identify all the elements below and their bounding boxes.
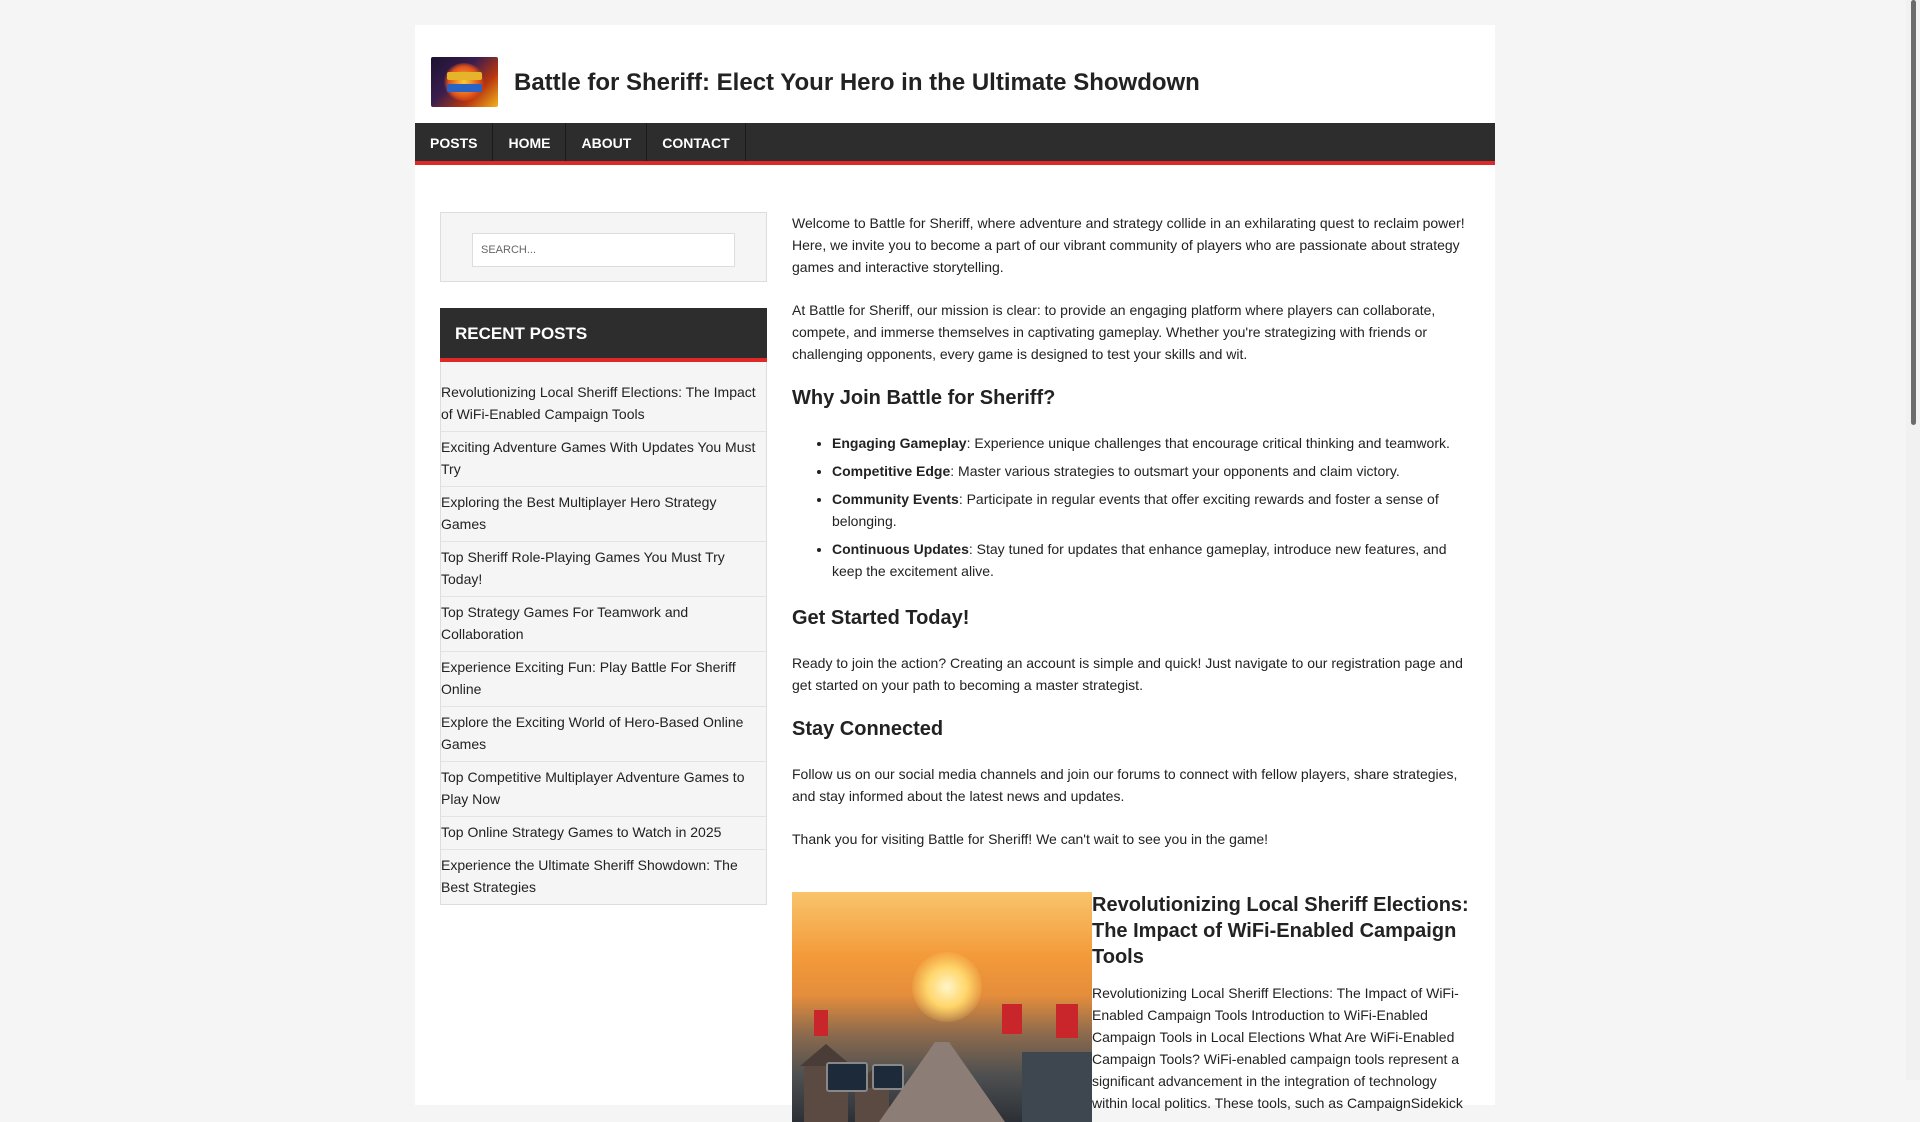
intro-paragraph: Welcome to Battle for Sheriff, where adventure and strategy collide in an exhilarating quest to reclaim power! Here, we invite you to become a part of our vibrant community of players who are passionate about strategy games and interactive storytelling. (792, 215, 1465, 275)
logo-emblem (443, 63, 485, 101)
nav-item-posts[interactable]: POSTS (415, 123, 493, 161)
recent-post-link[interactable]: Exciting Adventure Games With Updates You Must Try (441, 432, 766, 487)
featured-post-excerpt: Revolutionizing Local Sheriff Elections: The Impact of WiFi-Enabled Campaign Tools Introduction to WiFi-Enabled Campaign Tools in Local Elections What Are WiFi-Enabled Campaign Tools? WiFi-enabled campaign tools represent a significant advancement in the integration of technology within local politics. These tools, such as CampaignSidekick (1092, 985, 1463, 1111)
recent-post-link[interactable]: Exploring the Best Multiplayer Hero Strategy Games (441, 487, 766, 542)
sunset-sun (912, 952, 982, 1022)
nav-item-about[interactable]: ABOUT (566, 123, 647, 161)
feature-item (832, 432, 1472, 454)
thanks-paragraph: Thank you for visiting Battle for Sheriff! We can't wait to see you in the game! (792, 831, 1269, 847)
main-navigation (415, 123, 1495, 165)
search-input[interactable] (472, 233, 735, 267)
search-widget (440, 212, 767, 282)
why-join-heading: Why Join Battle for Sheriff? (792, 387, 1056, 409)
tablet-device (826, 1062, 868, 1092)
recent-post-link[interactable]: Top Competitive Multiplayer Adventure Games to Play Now (441, 762, 766, 817)
featured-post-title[interactable]: Revolutionizing Local Sheriff Elections: The Impact of WiFi-Enabled Campaign Tools (1092, 894, 1469, 968)
recent-post-link[interactable]: Experience Exciting Fun: Play Battle For Sheriff Online (441, 652, 766, 707)
get-started-paragraph: Ready to join the action? Creating an account is simple and quick! Just navigate to our registration page and get started on your path to becoming a master strategist. (792, 655, 1463, 693)
main-content (792, 212, 1472, 871)
recent-post-link[interactable]: Top Sheriff Role-Playing Games You Must Try Today! (441, 542, 766, 597)
site-header (415, 25, 1495, 123)
mission-paragraph: At Battle for Sheriff, our mission is clear: to provide an engaging platform where players can collaborate, compete, and immerse themselves in captivating gameplay. Whether you're strategizing with friends or challenging opponents, every game is designed to test your skills and wit. (792, 302, 1436, 362)
get-started-heading: Get Started Today! (792, 607, 970, 629)
feature-term: Community Events (832, 491, 959, 507)
campaign-banner (1056, 1004, 1078, 1038)
feature-desc: : Participate in regular events that offer exciting rewards and foster a sense of belonging. (832, 491, 1439, 529)
feature-item (832, 538, 1472, 582)
stay-connected-paragraph: Follow us on our social media channels and join our forums to connect with fellow players, share strategies, and stay informed about the latest news and updates. (792, 766, 1458, 804)
recent-post-link[interactable]: Experience the Ultimate Sheriff Showdown: The Best Strategies (441, 857, 738, 895)
scrollbar-thumb[interactable] (1911, 0, 1916, 425)
feature-desc: : Stay tuned for updates that enhance gameplay, introduce new features, and keep the excitement alive. (832, 541, 1447, 579)
feature-term: Continuous Updates (832, 541, 969, 557)
page-scrollbar[interactable] (1906, 0, 1920, 1080)
feature-list (792, 432, 1472, 582)
feature-item (832, 488, 1472, 532)
feature-term: Competitive Edge (832, 463, 951, 479)
recent-posts-list (440, 362, 767, 905)
feature-desc: : Experience unique challenges that encourage critical thinking and teamwork. (966, 435, 1450, 451)
feature-item (832, 460, 1472, 482)
nav-item-contact[interactable]: CONTACT (647, 123, 745, 161)
campaign-banner (1002, 1004, 1022, 1034)
logo-banner-gold (447, 72, 482, 80)
recent-post-link[interactable]: Top Online Strategy Games to Watch in 2025 (441, 817, 766, 850)
feature-desc: : Master various strategies to outsmart your opponents and claim victory. (950, 463, 1400, 479)
page-container (415, 25, 1495, 1111)
stay-connected-heading: Stay Connected (792, 718, 944, 740)
site-logo[interactable] (431, 57, 498, 107)
recent-posts-title: RECENT POSTS (440, 308, 767, 362)
feature-term: Engaging Gameplay (832, 435, 967, 451)
recent-post-link[interactable]: Explore the Exciting World of Hero-Based Online Games (441, 707, 766, 762)
tablet-device (872, 1064, 904, 1090)
site-title[interactable]: Battle for Sheriff: Elect Your Hero in the Ultimate Showdown (514, 69, 1200, 96)
campaign-banner (814, 1010, 828, 1036)
featured-post-image[interactable] (792, 892, 1092, 1122)
logo-banner-blue (447, 84, 482, 92)
recent-post-link[interactable]: Top Strategy Games For Teamwork and Collaboration (441, 597, 766, 652)
building (1022, 1052, 1092, 1122)
nav-item-home[interactable]: HOME (493, 123, 566, 161)
recent-post-link[interactable]: Revolutionizing Local Sheriff Elections: The Impact of WiFi-Enabled Campaign Tools (441, 377, 766, 432)
